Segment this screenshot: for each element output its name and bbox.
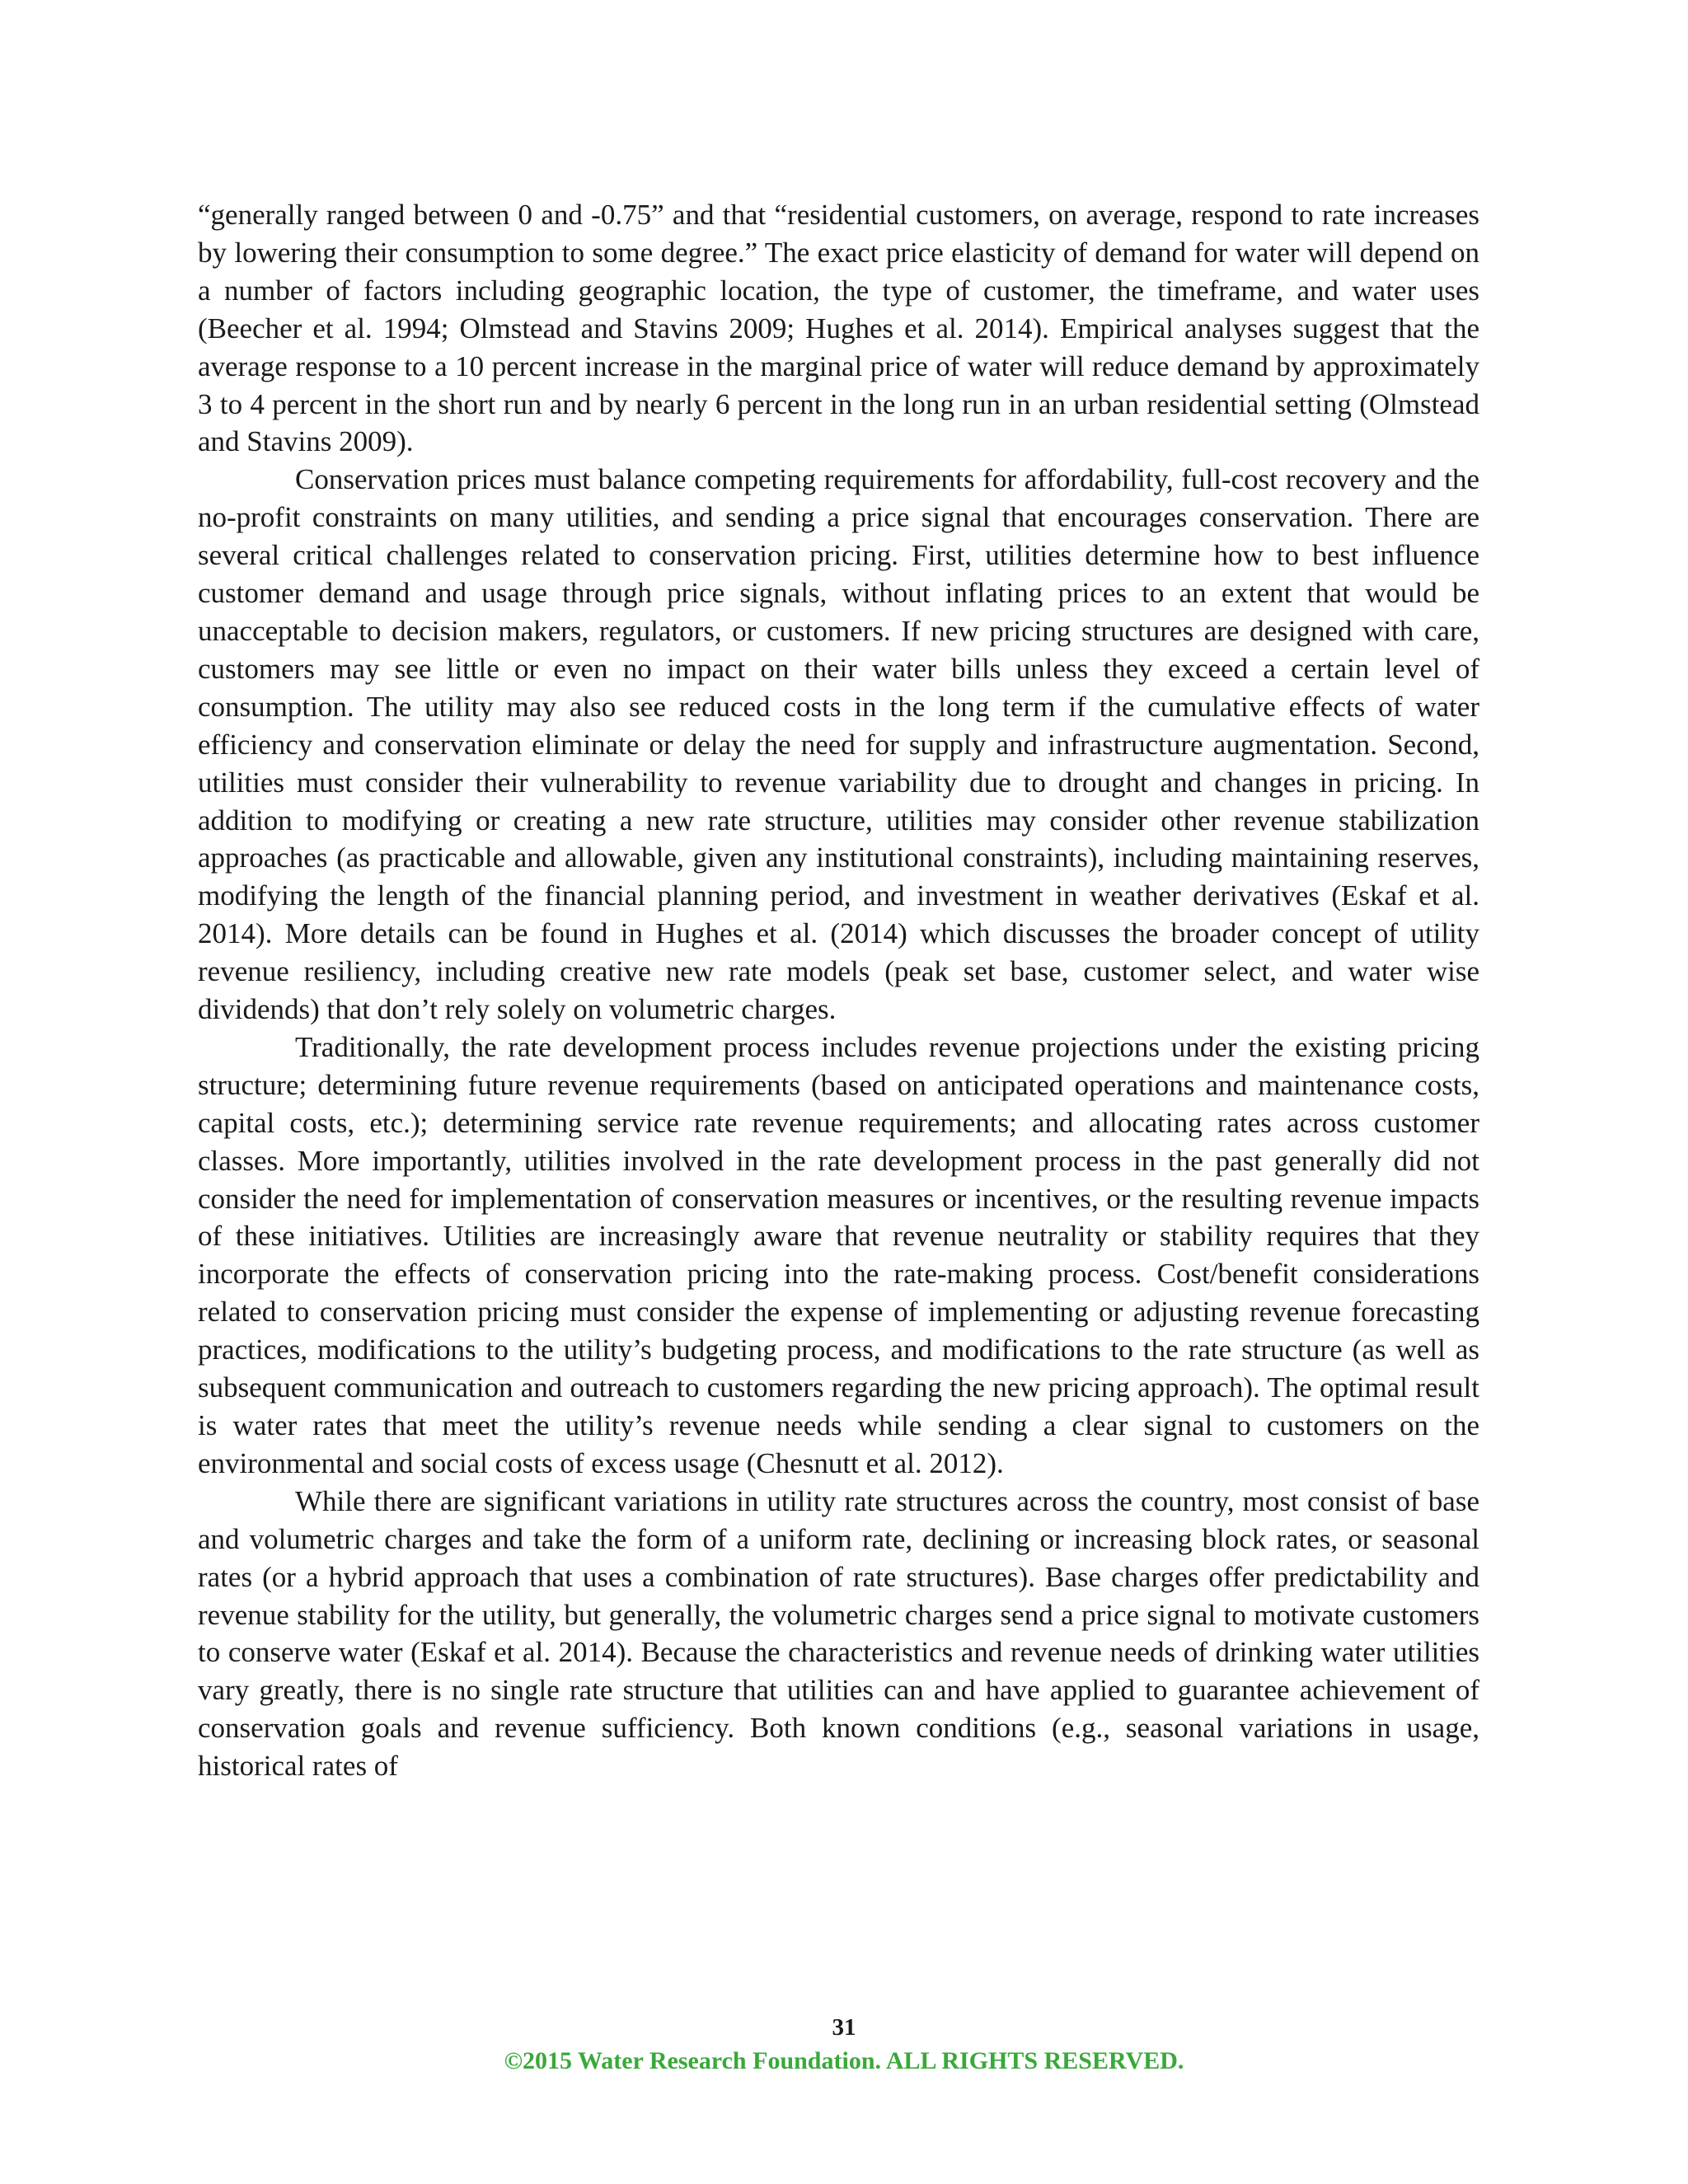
paragraph-conservation-prices: Conservation prices must balance competing requirements for affordability, full-cost recovery and the no-profit constraints on many utilities, and sending a price signal that encourages conservation. There are several critical challenges related to conservation pricing. First, utilities determine how to best influence customer demand and usage through price signals, without inflating prices to an extent that would be unacceptable to decision makers, regulators, or customers. If new pricing structures are designed with care, customers may see little or even no impact on their water bills unless they exceed a certain level of consumption. The utility may also see reduced costs in the long term if the cumulative effects of water efficiency and conservation eliminate or delay the need for supply and infrastructure augmentation. Second, utilities must consider their vulnerability to revenue variability due to drought and changes in pricing. In addition to modifying or creating a new rate structure, utilities may consider other revenue stabilization approaches (as practicable and allowable, given any institutional constraints), including maintaining reserves, modifying the length of the financial planning period, and investment in weather derivatives (Eskaf et al. 2014). More details can be found in Hughes et al. (2014) which discusses the broader concept of utility revenue resiliency, including creative new rate models (peak set base, customer select, and water wise dividends) that don’t rely solely on volumetric charges. [198,463,1479,1026]
copyright-notice: ©2015 Water Research Foundation. ALL RIGHTS RESERVED. [504,2047,1184,2074]
paragraph-rate-structures: While there are significant variations in utility rate structures across the country, most consist of base and volumetric charges and take the form of a uniform rate, declining or increasing block rates, or seasonal rates (or a hybrid approach that uses a combination of rate structures). Base charges offer predictability and revenue stability for the utility, but generally, the volumetric charges send a price signal to motivate customers to conserve water (Eskaf et al. 2014). Because the characteristics and revenue needs of drinking water utilities vary greatly, there is no single rate structure that utilities can and have applied to guarantee achievement of conservation goals and revenue sufficiency. Both known conditions (e.g., seasonal variations in usage, historical rates of [198,1484,1479,1783]
paragraph-rate-development: Traditionally, the rate development process includes revenue projections under the existing pricing structure; determining future revenue requirements (based on anticipated operations and maintenance costs, capital costs, etc.); determining service rate revenue requirements; and allocating rates across customer classes. More importantly, utilities involved in the rate development process in the past generally did not consider the need for implementation of conservation measures or incentives, or the resulting revenue impacts of these initiatives. Utilities are increasingly aware that revenue neutrality or stability requires that they incorporate the effects of conservation pricing into the rate-making process. Cost/benefit considerations related to conservation pricing must consider the expense of implementing or adjusting revenue forecasting practices, modifications to the utility’s budgeting process, and modifications to the rate structure (as well as subsequent communication and outreach to customers regarding the new pricing approach). The optimal result is water rates that meet the utility’s revenue needs while sending a clear signal to customers on the environmental and social costs of excess usage (Chesnutt et al. 2012). [198,1030,1479,1479]
page-number: 31 [832,2014,856,2041]
paragraph-continued: “generally ranged between 0 and -0.75” and that “residential customers, on average, respond to rate increases by lowering their consumption to some degree.” The exact price elasticity of demand for water will depend on a number of factors including geographic location, the type of customer, the timeframe, and water uses (Beecher et al. 1994; Olmstead and Stavins 2009; Hughes et al. 2014). Empirical analyses suggest that the average response to a 10 percent increase in the marginal price of water will reduce demand by approximately 3 to 4 percent in the short run and by nearly 6 percent in the long run in an urban residential setting (Olmstead and Stavins 2009). [198,199,1479,458]
body-text [198,196,1479,1785]
